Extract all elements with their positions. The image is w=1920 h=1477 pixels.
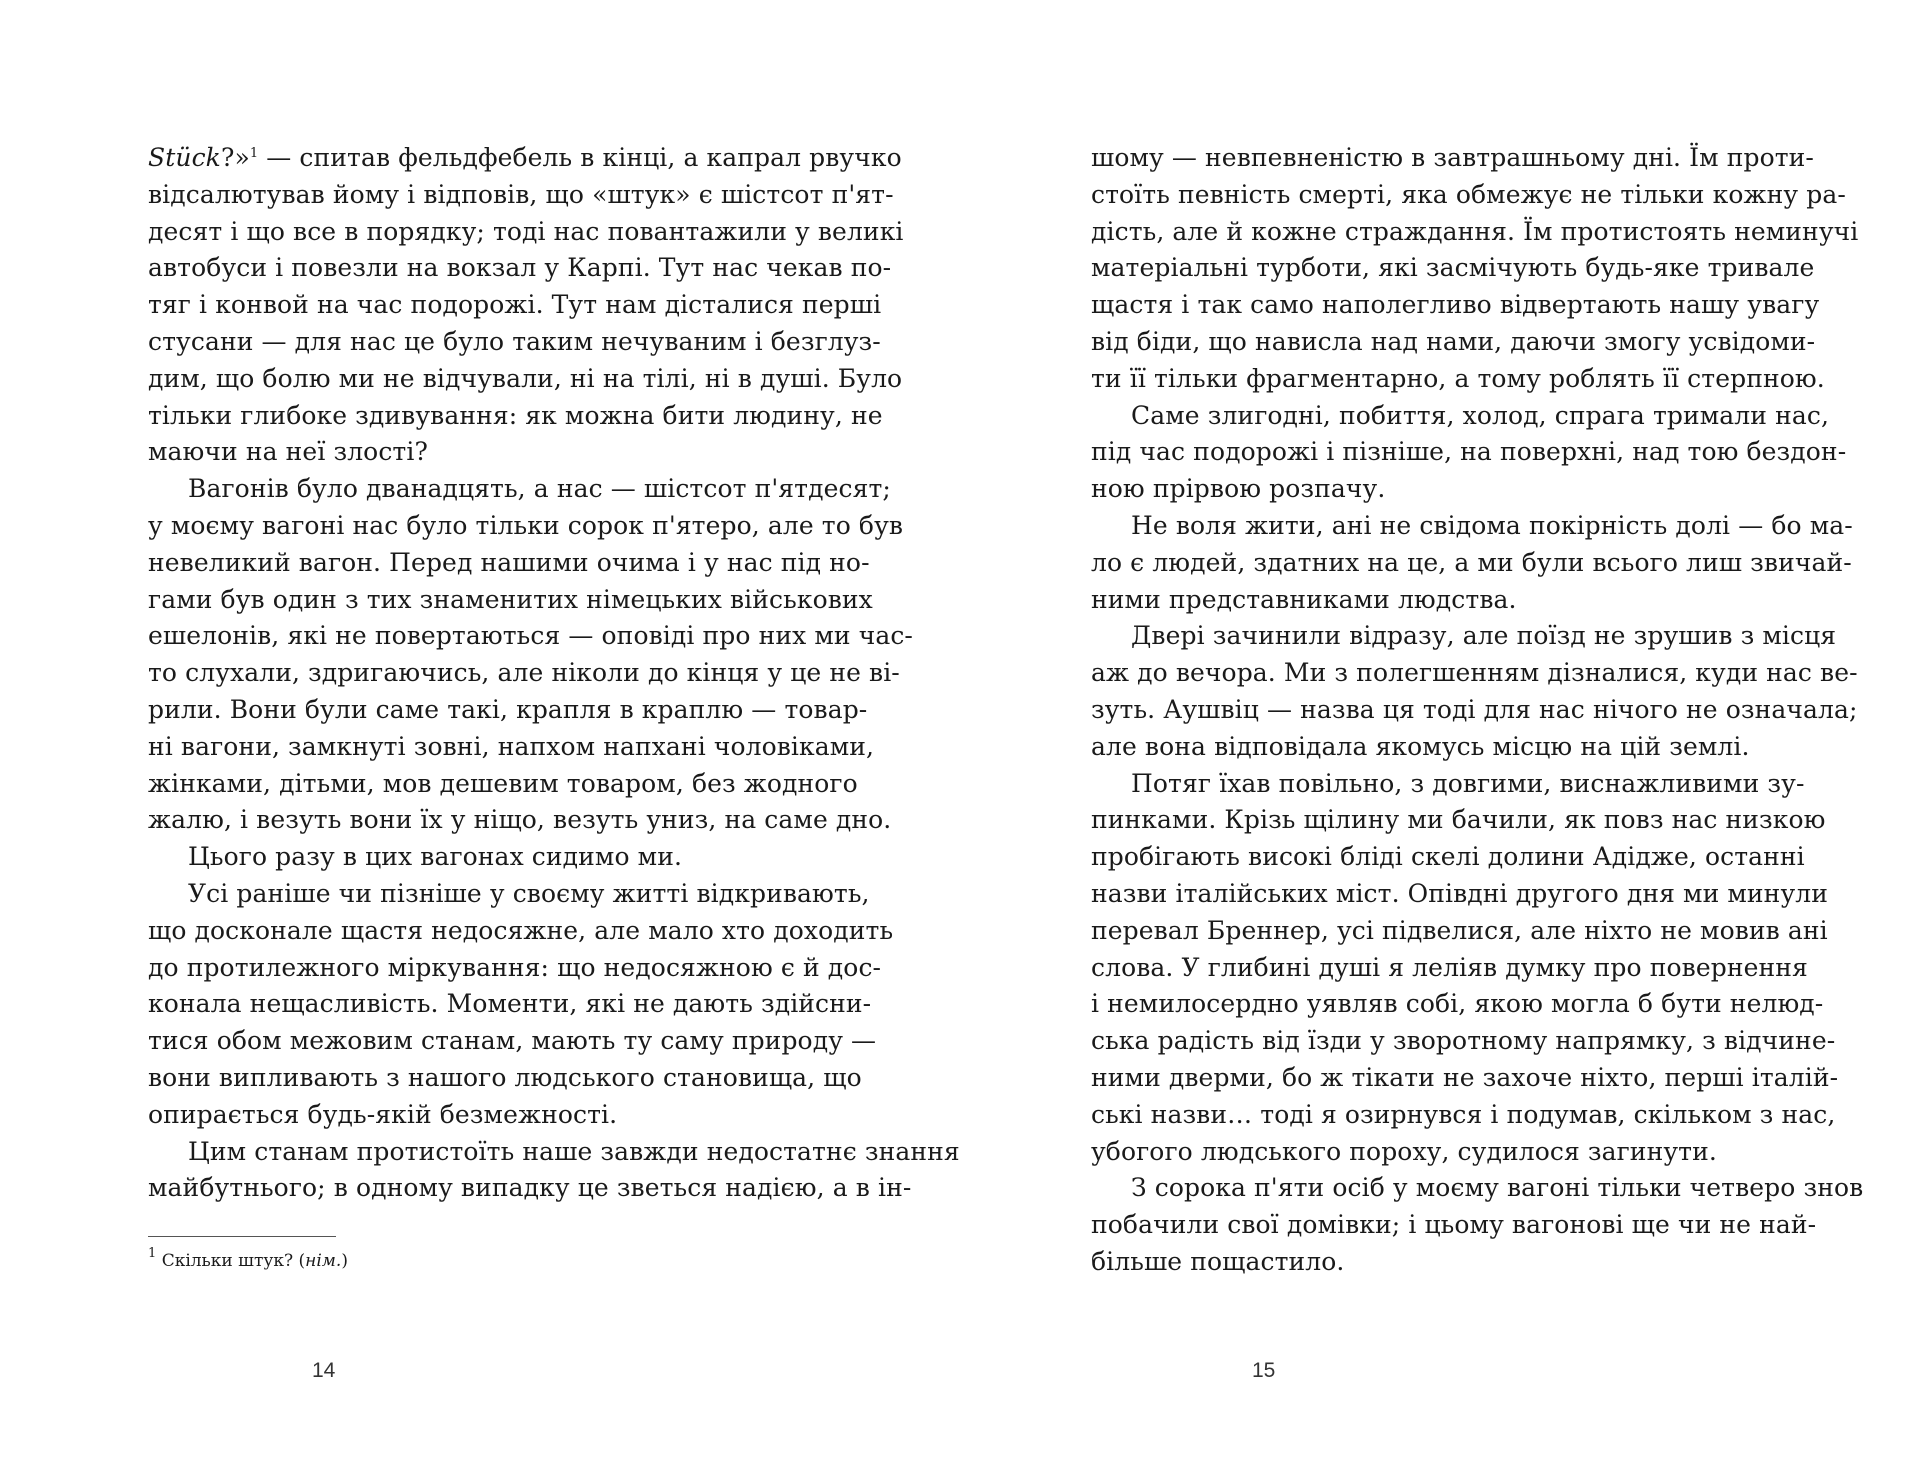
text-line: Не воля жити, ані не свідома покірність долі — бо ма- xyxy=(1131,510,1853,540)
text-line: тільки глибоке здивування: як можна бити людину, не xyxy=(148,400,883,430)
text-line: щастя і так само наполегливо відвертають нашу увагу xyxy=(1091,290,1820,320)
footnote-close: ) xyxy=(341,1251,348,1271)
text-line: опирається будь-якій безмежності. xyxy=(148,1099,618,1129)
text-line: майбутнього; в одному випадку це зветься надією, а в ін- xyxy=(148,1173,912,1203)
text-line: вони випливають з нашого людського становища, що xyxy=(148,1062,862,1092)
footnote-italic: нім. xyxy=(305,1251,342,1271)
text-line: маючи на неї злості? xyxy=(148,437,428,467)
text-line: побачили свої домівки; і цьому вагонові ще чи не най- xyxy=(1091,1210,1817,1240)
text-line: ною прірвою розпачу. xyxy=(1091,474,1386,504)
text-line: Stück?»$^1$ — спитав фельдфебель в кінці, а капрал рвучко xyxy=(148,143,902,172)
text-line: невеликий вагон. Перед нашими очима і у нас під но- xyxy=(148,547,870,577)
text-line: матеріальні турботи, які засмічують будь-яке тривале xyxy=(1091,253,1815,283)
text-line: більше пощастило. xyxy=(1091,1246,1345,1276)
text-line: автобуси і повезли на вокзал у Карпі. Тут нас чекав по- xyxy=(148,253,892,283)
text-line: гами був один з тих знаменитих німецьких військових xyxy=(148,584,873,614)
footnote-marker: 1 xyxy=(148,1246,157,1261)
right-page xyxy=(960,0,1920,1477)
text-line: Усі раніше чи пізніше у своєму житті відкривають, xyxy=(188,878,870,908)
footnote-text: Скільки штук? ( xyxy=(161,1251,306,1271)
text-line: що досконале щастя недосяжне, але мало хто доходить xyxy=(148,915,894,945)
text-line: тися обом межовим станам, мають ту саму природу — xyxy=(148,1026,877,1056)
text-line: ні вагони, замкнуті зовні, напхом напхані чоловіками, xyxy=(148,731,875,761)
page-number-left: 14 xyxy=(312,1359,336,1382)
text-line: але вона відповідала якомусь місцю на цій землі. xyxy=(1091,731,1750,761)
text-line: слова. У глибині душі я леліяв думку про повернення xyxy=(1091,952,1808,982)
text-line: ські назви… тоді я озирнувся і подумав, скільком з нас, xyxy=(1091,1099,1836,1129)
text-line: Вагонів було дванадцять, а нас — шістсот п'ятдесят; xyxy=(188,474,891,504)
text-line: під час подорожі і пізніше, на поверхні, над тою бездон- xyxy=(1091,437,1847,467)
text-line: пинками. Крізь щілину ми бачили, як повз нас низкою xyxy=(1091,805,1826,835)
text-line: ними дверми, бо ж тікати не захоче ніхто, перші італій- xyxy=(1091,1062,1839,1092)
text-line: стоїть певність смерті, яка обмежує не тільки кожну ра- xyxy=(1091,179,1846,209)
text-line: відсалютував йому і відповів, що «штук» є шістсот п'ят- xyxy=(148,179,894,209)
text-line: убогого людського пороху, судилося загинути. xyxy=(1091,1136,1717,1166)
text-line: Цим станам протистоїть наше завжди недостатнє знання xyxy=(188,1136,960,1166)
text-line: ти її тільки фрагментарно, а тому роблять її стерпною. xyxy=(1091,363,1825,393)
text-line: стусани — для нас це було таким нечуваним і безглуз- xyxy=(148,326,881,356)
italic-word: Stück xyxy=(148,143,221,172)
text-line: до протилежного міркування: що недосяжною є й дос- xyxy=(148,952,882,982)
text-line: ними представниками людства. xyxy=(1091,584,1517,614)
text-line: дість, але й кожне страждання. Їм протистоять неминучі xyxy=(1091,216,1859,246)
text-line: Потяг їхав повільно, з довгими, виснажливими зу- xyxy=(1131,768,1805,798)
page-number-right: 15 xyxy=(1252,1359,1276,1382)
text-line: назви італійських міст. Опівдні другого дня ми минули xyxy=(1091,878,1829,908)
text-line: рили. Вони були саме такі, крапля в краплю — товар- xyxy=(148,694,868,724)
text-line: шому — невпевненістю в завтрашньому дні. Їм проти- xyxy=(1091,143,1814,172)
text-line: тяг і конвой на час подорожі. Тут нам дісталися перші xyxy=(148,290,882,320)
text-line: зуть. Аушвіц — назва ця тоді для нас нічого не означала; xyxy=(1091,694,1858,724)
text-line: аж до вечора. Ми з полегшенням дізналися, куди нас ве- xyxy=(1091,658,1858,688)
text-line: З сорока п'яти осіб у моєму вагоні тільки четверо знов xyxy=(1131,1173,1864,1203)
text-line: жалю, і везуть вони їх у ніщо, везуть униз, на саме дно. xyxy=(148,805,892,835)
text-line: ешелонів, які не повертаються — оповіді про них ми час- xyxy=(148,621,913,651)
text-line: конала нещасливість. Моменти, які не дають здійсни- xyxy=(148,989,872,1019)
text-line: пробігають високі бліді скелі долини Адідже, останні xyxy=(1091,842,1805,872)
text-line: і немилосердно уявляв собі, якою могла б бути нелюд- xyxy=(1091,989,1824,1019)
text-line: ло є людей, здатних на це, а ми були всього лиш звичай- xyxy=(1091,547,1852,577)
footnote xyxy=(148,1246,348,1273)
text-line: Саме злигодні, побиття, холод, спрага тримали нас, xyxy=(1131,400,1829,430)
right-page-text xyxy=(1091,140,1864,1281)
footnote-ref: 1 xyxy=(249,146,259,161)
text-line: Цього разу в цих вагонах сидимо ми. xyxy=(188,842,683,872)
text-line: перевал Бреннер, усі підвелися, але ніхто не мовив ані xyxy=(1091,915,1828,945)
left-page-text xyxy=(148,140,960,1207)
text-line: то слухали, здригаючись, але ніколи до кінця у це не ві- xyxy=(148,658,900,688)
text-line: ська радість від їзди у зворотному напрямку, з відчине- xyxy=(1091,1026,1836,1056)
text-line: у моєму вагоні нас було тільки сорок п'ятеро, але то був xyxy=(148,510,904,540)
text-line: від біди, що нависла над нами, даючи змогу усвідоми- xyxy=(1091,326,1816,356)
text-line: Двері зачинили відразу, але поїзд не зрушив з місця xyxy=(1131,621,1837,651)
footnote-rule xyxy=(148,1236,336,1237)
text-line: дим, що болю ми не відчували, ні на тілі, ні в душі. Було xyxy=(148,363,903,393)
text-line: десят і що все в порядку; тоді нас повантажили у великі xyxy=(148,216,904,246)
text-line: жінками, дітьми, мов дешевим товаром, без жодного xyxy=(148,768,858,798)
